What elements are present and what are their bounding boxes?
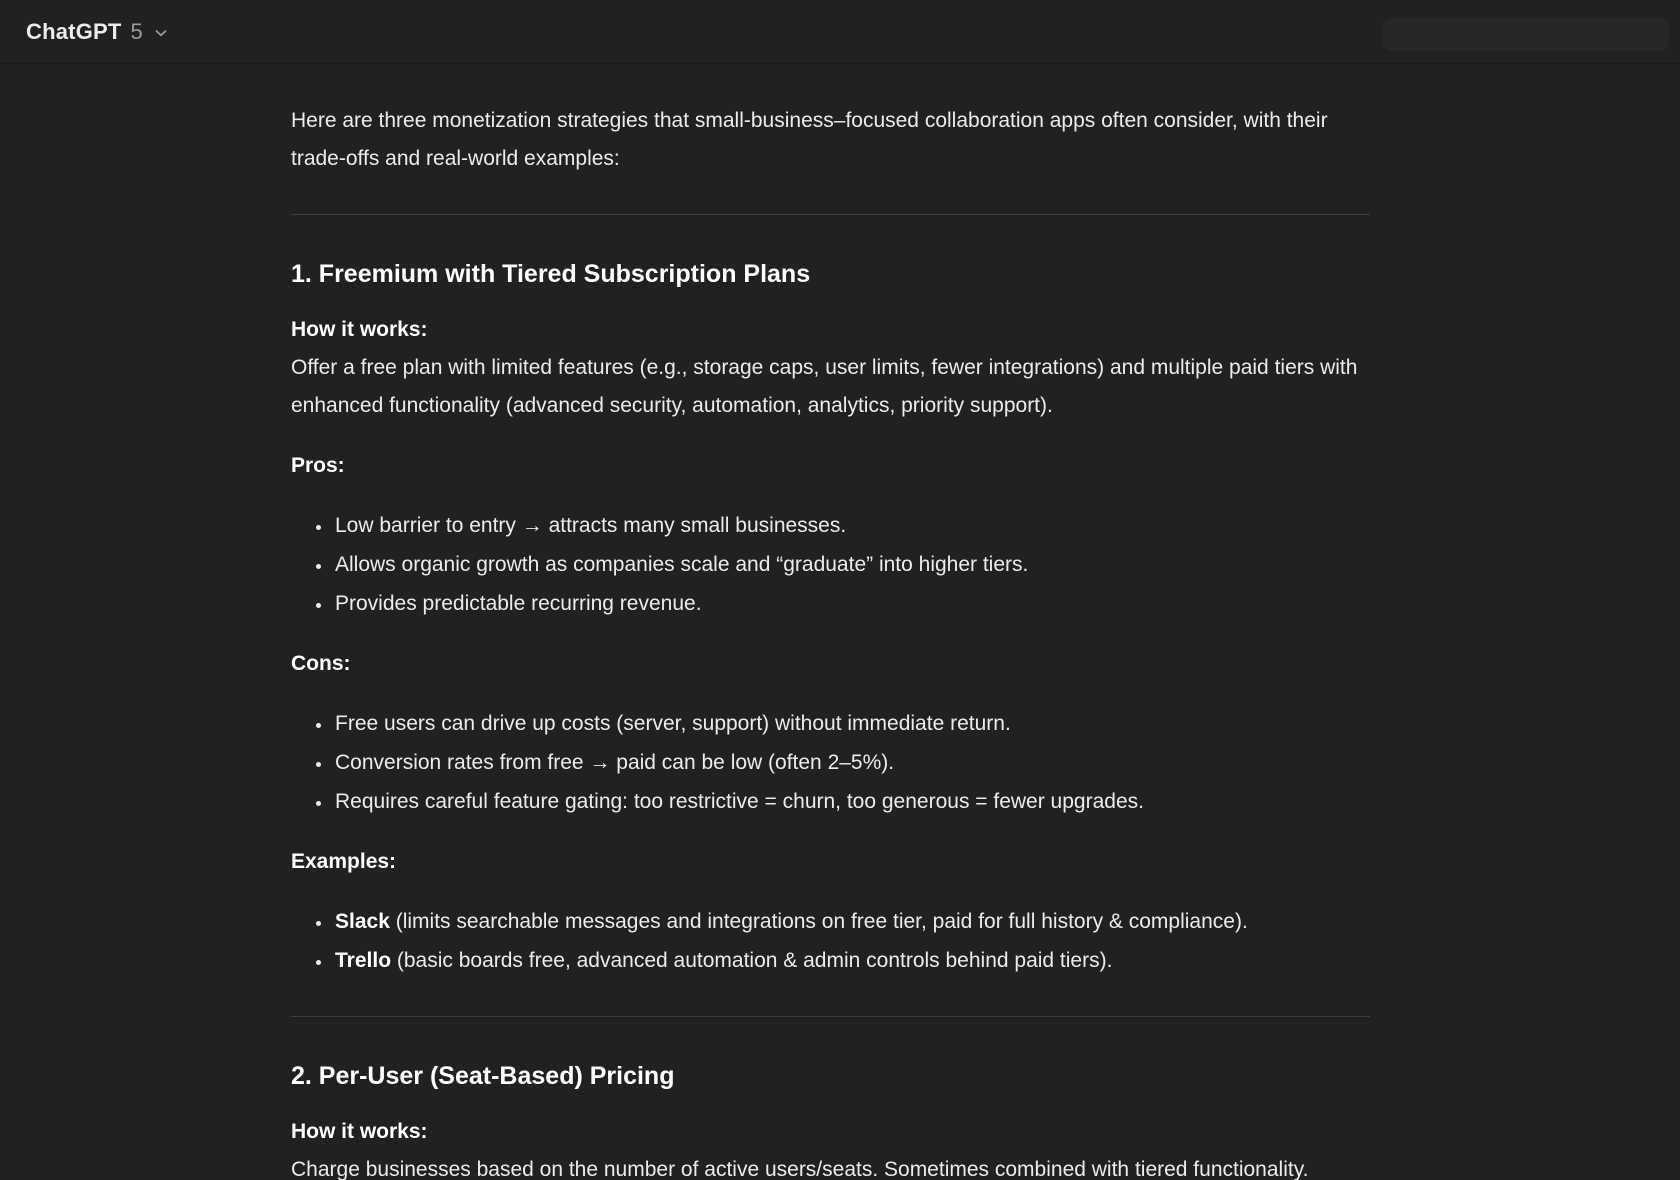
list-item: • Conversion rates from free → paid can be low (often 2–5%). xyxy=(333,744,1370,782)
chevron-down-icon xyxy=(152,24,170,42)
divider xyxy=(291,214,1370,215)
assistant-message xyxy=(291,64,1370,1180)
blurred-header-region xyxy=(1383,18,1669,51)
section-2-how-paragraph xyxy=(291,1113,1370,1180)
model-version: 5 xyxy=(130,18,143,44)
pros-label: Pros: xyxy=(291,454,345,477)
list-item: • Requires careful feature gating: too restrictive = churn, too generous = fewer upgrades. xyxy=(333,783,1370,821)
how-it-works-label: How it works: xyxy=(291,1120,428,1143)
how-it-works-text: Offer a free plan with limited features (e.g., storage caps, user limits, fewer integrations) and multiple paid tiers with enhanced functionality (advanced security, automation, analytics, priority support). xyxy=(291,356,1358,417)
list-item: • Allows organic growth as companies scale and “graduate” into higher tiers. xyxy=(333,546,1370,584)
cons-list xyxy=(291,705,1370,821)
header-bar xyxy=(0,0,1680,64)
section-1-how-paragraph xyxy=(291,311,1370,425)
divider xyxy=(291,1016,1370,1017)
examples-list xyxy=(291,903,1370,980)
pros-label-paragraph xyxy=(291,447,1370,485)
list-item: • Slack (limits searchable messages and integrations on free tier, paid for full history & compliance). xyxy=(333,903,1370,941)
section-1-heading: 1. Freemium with Tiered Subscription Plans xyxy=(291,260,811,288)
model-selector[interactable] xyxy=(16,11,180,53)
intro-paragraph: Here are three monetization strategies that small-business–focused collaboration apps often consider, with their trade-offs and real-world examples: xyxy=(291,109,1328,170)
list-item-bold-term: Trello xyxy=(335,949,392,972)
list-item-bold-term: Slack xyxy=(335,910,390,933)
how-it-works-text: Charge businesses based on the number of active users/seats. Sometimes combined with tiered functionality. xyxy=(291,1158,1309,1180)
how-it-works-label: How it works: xyxy=(291,318,428,341)
list-item: • Low barrier to entry → attracts many small businesses. xyxy=(333,507,1370,545)
cons-label-paragraph xyxy=(291,645,1370,683)
section-2-heading: 2. Per-User (Seat-Based) Pricing xyxy=(291,1062,675,1090)
examples-label: Examples: xyxy=(291,850,397,873)
list-item: • Provides predictable recurring revenue. xyxy=(333,585,1370,623)
list-item: • Trello (basic boards free, advanced automation & admin controls behind paid tiers). xyxy=(333,942,1370,980)
brand-label: ChatGPT xyxy=(26,18,122,44)
cons-label: Cons: xyxy=(291,652,351,675)
pros-list xyxy=(291,507,1370,623)
list-item: • Free users can drive up costs (server, support) without immediate return. xyxy=(333,705,1370,743)
examples-label-paragraph xyxy=(291,843,1370,881)
